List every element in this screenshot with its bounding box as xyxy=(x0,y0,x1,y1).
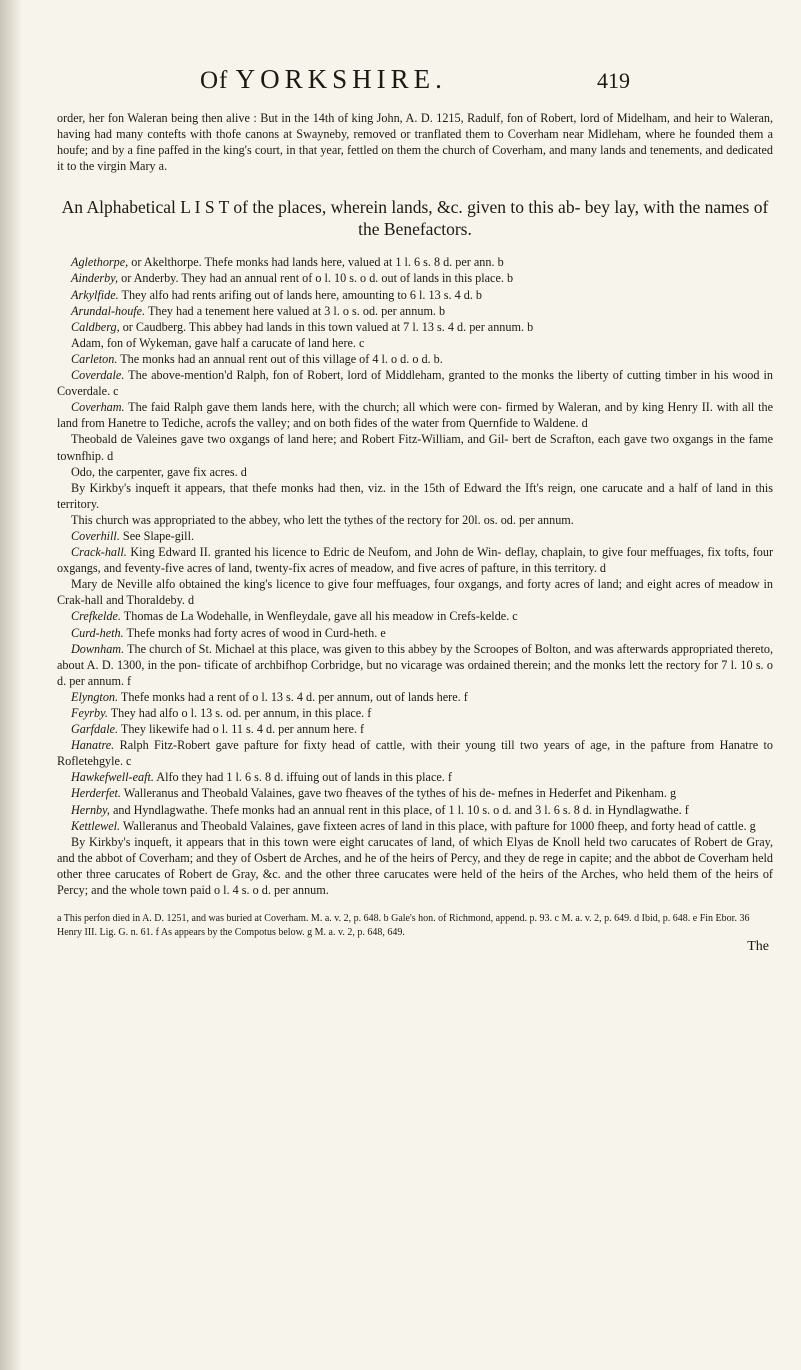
entry-text: Walleranus and Theobald Valaines, gave fixteen acres of land in this place, with pafture for 1000 fheep, and forty head of cattle. g xyxy=(120,818,756,833)
intro-paragraph: order, her fon Waleran being then alive : But in the 14th of king John, A. D. 1215, Radulf, fon of Robert, lord of Midelham, and heir to Waleran, having had many contefts with thofe canons at Swayneby, removed or tranflated them to Coverham near Midleham, where he founded them a houfe; and by a fine paffed in the king's court, in that year, fettled on them the church of Coverham, and many lands and tenements, and dedicated it to the virgin Mary a. xyxy=(57,111,773,174)
entry-text: Thomas de La Wodehalle, in Wenfleydale, gave all his meadow in Crefs-kelde. c xyxy=(120,609,518,624)
place-name: Hernby, xyxy=(71,802,110,817)
list-entry xyxy=(57,689,773,705)
place-name: Coverhill. xyxy=(71,528,120,543)
entry-text: By Kirkby's inqueft it appears, that thefe monks had then, viz. in the 15th of Edward the Ift's reign, one carucate and a half of land in this territory. xyxy=(57,480,773,511)
entry-text: By Kirkby's inqueft, it appears that in this town were eight carucates of land, of which Elyas de Knoll held two carucates of Robert de Gray, and the abbot of Coverham; and they of Osbert de Arches, and he of the heirs of Percy, and they de rege in capite; and the abbot de Coverham held other three carucates of Robert de Gray, &c. and the other three carucates were held of the heirs of the Arches, who held them of the heirs of Percy; and the whole town paid o l. 4 s. o d. per annum. xyxy=(57,834,773,898)
list-entry xyxy=(57,303,773,319)
place-name: Arundal-houfe. xyxy=(71,303,146,318)
entry-text: The faid Ralph gave them lands here, with the church; all which were con- firmed by Waleran, and by king Henry II. with all the land from Hanetre to Tediche, acrofs the valley; and on both fides of the water from Quernfide to Waldene. d xyxy=(57,400,773,431)
running-title-pre: Of xyxy=(200,67,236,94)
entries-list xyxy=(57,254,773,898)
page-number: 419 xyxy=(597,68,630,93)
entry-text: They had a tenement here valued at 3 l. o s. od. per annum. b xyxy=(145,303,446,318)
entry-text: or Anderby. They had an annual rent of o l. 10 s. o d. out of lands in this place. b xyxy=(118,271,514,286)
list-entry xyxy=(57,576,773,608)
place-name: Curd-heth. xyxy=(71,625,124,640)
place-name: Downham. xyxy=(71,641,125,656)
list-entry xyxy=(57,431,773,463)
list-entry xyxy=(57,721,773,737)
page-body xyxy=(57,110,773,955)
page-header xyxy=(200,64,630,104)
list-entry xyxy=(57,399,773,431)
list-entry xyxy=(57,464,773,480)
entry-text: and Hyndlagwathe. Thefe monks had an annual rent in this place, of 1 l. 10 s. o d. and 3 l. 6 s. 8 d. in Hyndlagwathe. f xyxy=(109,802,689,817)
list-entry xyxy=(57,544,773,576)
list-entry xyxy=(57,512,773,528)
list-entry xyxy=(57,785,773,801)
place-name: Hawkefwell-eaft. xyxy=(71,770,154,785)
place-name: Coverham. xyxy=(71,400,125,415)
list-entry xyxy=(57,287,773,303)
place-name: Arkylfide. xyxy=(71,287,119,302)
list-entry xyxy=(57,608,773,624)
place-name: Ainderby, xyxy=(71,271,119,286)
list-entry xyxy=(57,834,773,898)
list-entry xyxy=(57,705,773,721)
place-name: Herderfet. xyxy=(71,786,121,801)
place-name: Caldberg, xyxy=(71,319,120,334)
entry-text: Mary de Neville alfo obtained the king's licence to give four meffuages, four oxgangs, and forty acres of land; and eight acres of meadow in Crak-hall and Thoraldeby. d xyxy=(57,577,773,608)
list-entry xyxy=(57,802,773,818)
list-entry xyxy=(57,818,773,834)
list-entry xyxy=(57,737,773,769)
place-name: Carleton. xyxy=(71,351,118,366)
list-entry xyxy=(57,528,773,544)
place-name: Crack-hall. xyxy=(71,545,127,560)
list-entry xyxy=(57,641,773,689)
list-entry xyxy=(57,367,773,399)
entry-text: Thefe monks had forty acres of wood in Curd-heth. e xyxy=(123,625,386,640)
binding-gutter xyxy=(0,0,22,1370)
entry-text: They likewife had o l. 11 s. 4 d. per annum here. f xyxy=(118,722,365,737)
list-entry xyxy=(57,335,773,351)
running-title-main: YORKSHIRE. xyxy=(235,64,447,94)
entry-text: The monks had an annual rent out of this village of 4 l. o d. o d. b. xyxy=(117,351,443,366)
running-title xyxy=(200,64,447,95)
list-entry xyxy=(57,625,773,641)
entry-text: This church was appropriated to the abbey, who lett the tythes of the rectory for 20l. os. od. per annum. xyxy=(71,512,574,527)
entry-text: King Edward II. granted his licence to Edric de Neufom, and John de Win- deflay, chaplain, to give four meffuages, fix tofts, four oxgangs, and feventy-five acres of land, twenty-fix acres of meadow, and five acres of pafture, in this territory. d xyxy=(57,545,773,576)
entry-text: Odo, the carpenter, gave fix acres. d xyxy=(71,464,247,479)
place-name: Kettlewel. xyxy=(71,818,121,833)
list-entry xyxy=(57,319,773,335)
footnotes xyxy=(57,912,773,939)
place-name: Garfdale. xyxy=(71,722,119,737)
entry-text: They alfo had rents arifing out of lands here, amounting to 6 l. 13 s. 4 d. b xyxy=(118,287,483,302)
section-title: An Alphabetical L I S T of the places, wherein lands, &c. given to this ab- bey lay, with the names of the Benefactors. xyxy=(61,197,769,240)
place-name: Feyrby. xyxy=(71,706,108,720)
entry-text: Walleranus and Theobald Valaines, gave two fheaves of the tythes of his de- mefnes in Hederfet and Pikenham. g xyxy=(120,786,677,801)
list-entry xyxy=(57,270,773,286)
place-name: Coverdale. xyxy=(71,368,125,383)
list-entry xyxy=(57,480,773,512)
place-name: Crefkelde. xyxy=(71,609,121,624)
entry-text: Ralph Fitz-Robert gave pafture for fixty head of cattle, with their young till two years of age, in the pafture from Hanatre to Rofletehgyle. c xyxy=(57,738,773,769)
place-name: Elyngton. xyxy=(71,689,119,704)
entry-text: See Slape-gill. xyxy=(119,528,194,543)
entry-text: or Akelthorpe. Thefe monks had lands here, valued at 1 l. 6 s. 8 d. per ann. b xyxy=(128,255,504,270)
entry-text: or Caudberg. This abbey had lands in this town valued at 7 l. 13 s. 4 d. per annum. b xyxy=(119,319,534,334)
place-name: Aglethorpe, xyxy=(71,255,129,270)
catchword: The xyxy=(747,939,769,955)
list-entry xyxy=(57,254,773,270)
entry-text: They had alfo o l. 13 s. od. per annum, in this place. f xyxy=(107,706,372,720)
entry-text: Adam, fon of Wykeman, gave half a carucate of land here. c xyxy=(71,335,365,350)
footnote: a This perfon died in A. D. 1251, and was buried at Coverham. M. a. v. 2, p. 648. b Gale's hon. of Richmond, append. p. 93. c M. a. v. 2, p. 649. d Ibid, p. 648. e Fin Ebor. 36 Henry III. Lig. G. n. 61. f As appears by the Compotus below. g M. a. v. 2, p. 648, 649. xyxy=(57,913,750,938)
entry-text: Theobald de Valeines gave two oxgangs of land here; and Robert Fitz-William, and Gil- bert de Scrafton, each gave two oxgangs in the fame townfhip. d xyxy=(57,432,773,463)
list-entry xyxy=(57,351,773,367)
list-entry xyxy=(57,769,773,785)
entry-text: The above-mention'd Ralph, fon of Robert, lord of Middleham, granted to the monks the liberty of cutting timber in his wood in Coverdale. c xyxy=(57,368,773,399)
place-name: Hanatre. xyxy=(71,738,115,753)
entry-text: Alfo they had 1 l. 6 s. 8 d. iffuing out of lands in this place. f xyxy=(153,770,452,785)
entry-text: The church of St. Michael at this place, was given to this abbey by the Scroopes of Bolton, and was afterwards appropriated thereto, about A. D. 1300, in the pon- tificate of archbifhop Corbridge, but no vicarage was ordained therein; and the monks lett the rectory for 7 l. 10 s. o d. per annum. f xyxy=(57,641,773,688)
entry-text: Thefe monks had a rent of o l. 13 s. 4 d. per annum, out of lands here. f xyxy=(118,689,468,704)
